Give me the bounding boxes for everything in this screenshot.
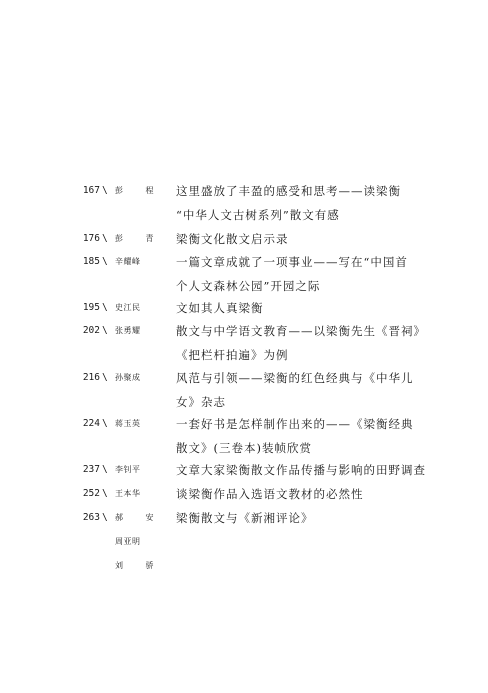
author-list xyxy=(115,302,165,326)
page-number: 176 xyxy=(82,233,100,244)
title-line: 梁衡散文与《新湘评论》 xyxy=(176,511,314,525)
author-list xyxy=(115,512,165,584)
title-line: 散文》(三卷本)装帧欣赏 xyxy=(176,441,312,455)
author: 孙聚成 xyxy=(115,373,141,382)
separator: \ xyxy=(102,256,108,267)
title-line: 文章大家梁衡散文作品传播与影响的田野调查 xyxy=(176,463,426,477)
separator: \ xyxy=(102,233,108,244)
article-title xyxy=(176,512,426,536)
page-number: 237 xyxy=(82,464,100,475)
separator: \ xyxy=(102,488,108,499)
page-number: 252 xyxy=(82,488,100,499)
page-number: 224 xyxy=(82,418,100,429)
title-line: 谈梁衡作品入选语文教材的必然性 xyxy=(176,487,364,501)
author-list xyxy=(115,256,165,280)
author-list xyxy=(115,233,165,257)
separator: \ xyxy=(102,464,108,475)
page-number: 195 xyxy=(82,302,100,313)
page-number: 185 xyxy=(82,256,100,267)
author-list xyxy=(115,464,165,488)
title-line: 个人文森林公园”开园之际 xyxy=(176,279,321,293)
author-list xyxy=(115,372,165,396)
page-number: 167 xyxy=(82,185,100,196)
author: 张勇耀 xyxy=(115,326,141,335)
title-line: 一篇文章成就了一项事业——写在“中国首 xyxy=(176,255,408,269)
author: 李钊平 xyxy=(115,465,141,474)
page-number: 202 xyxy=(82,325,100,336)
article-title xyxy=(176,233,426,257)
separator: \ xyxy=(102,372,108,383)
title-line: 这里盛放了丰盈的感受和思考——读梁衡 xyxy=(176,184,401,198)
author-list xyxy=(115,418,165,442)
title-line: 文如其人真梁衡 xyxy=(176,301,264,315)
article-title xyxy=(176,302,426,326)
title-line: 女》杂志 xyxy=(176,395,226,409)
title-line: 《把栏杆拍遍》为例 xyxy=(176,348,289,362)
author: 彭 青 xyxy=(115,234,164,243)
article-title xyxy=(176,325,426,373)
article-title xyxy=(176,488,426,512)
title-line: “中华人文古树系列”散文有感 xyxy=(176,208,340,222)
author-list xyxy=(115,325,165,349)
article-title xyxy=(176,185,426,233)
separator: \ xyxy=(102,418,108,429)
author: 王本华 xyxy=(115,489,141,498)
article-title xyxy=(176,418,426,466)
title-line: 风范与引领——梁衡的红色经典与《中华儿 xyxy=(176,371,414,385)
author: 周亚明 xyxy=(115,537,141,546)
title-line: 梁衡文化散文启示录 xyxy=(176,232,289,246)
separator: \ xyxy=(102,185,108,196)
separator: \ xyxy=(102,302,108,313)
separator: \ xyxy=(102,325,108,336)
author: 史江民 xyxy=(115,303,141,312)
article-title xyxy=(176,464,426,488)
article-title xyxy=(176,372,426,420)
author: 郝 安 xyxy=(115,513,164,522)
title-line: 散文与中学语文教育——以梁衡先生《晋祠》 xyxy=(176,324,426,338)
author: 刘 骄 xyxy=(115,561,164,570)
article-title xyxy=(176,256,426,304)
page-number: 263 xyxy=(82,512,100,523)
author: 蒋玉英 xyxy=(115,419,141,428)
author: 彭 程 xyxy=(115,186,164,195)
author: 辛耀峰 xyxy=(115,257,141,266)
title-line: 一套好书是怎样制作出来的——《梁衡经典 xyxy=(176,417,414,431)
author-list xyxy=(115,185,165,209)
page-number: 216 xyxy=(82,372,100,383)
separator: \ xyxy=(102,512,108,523)
author-list xyxy=(115,488,165,512)
